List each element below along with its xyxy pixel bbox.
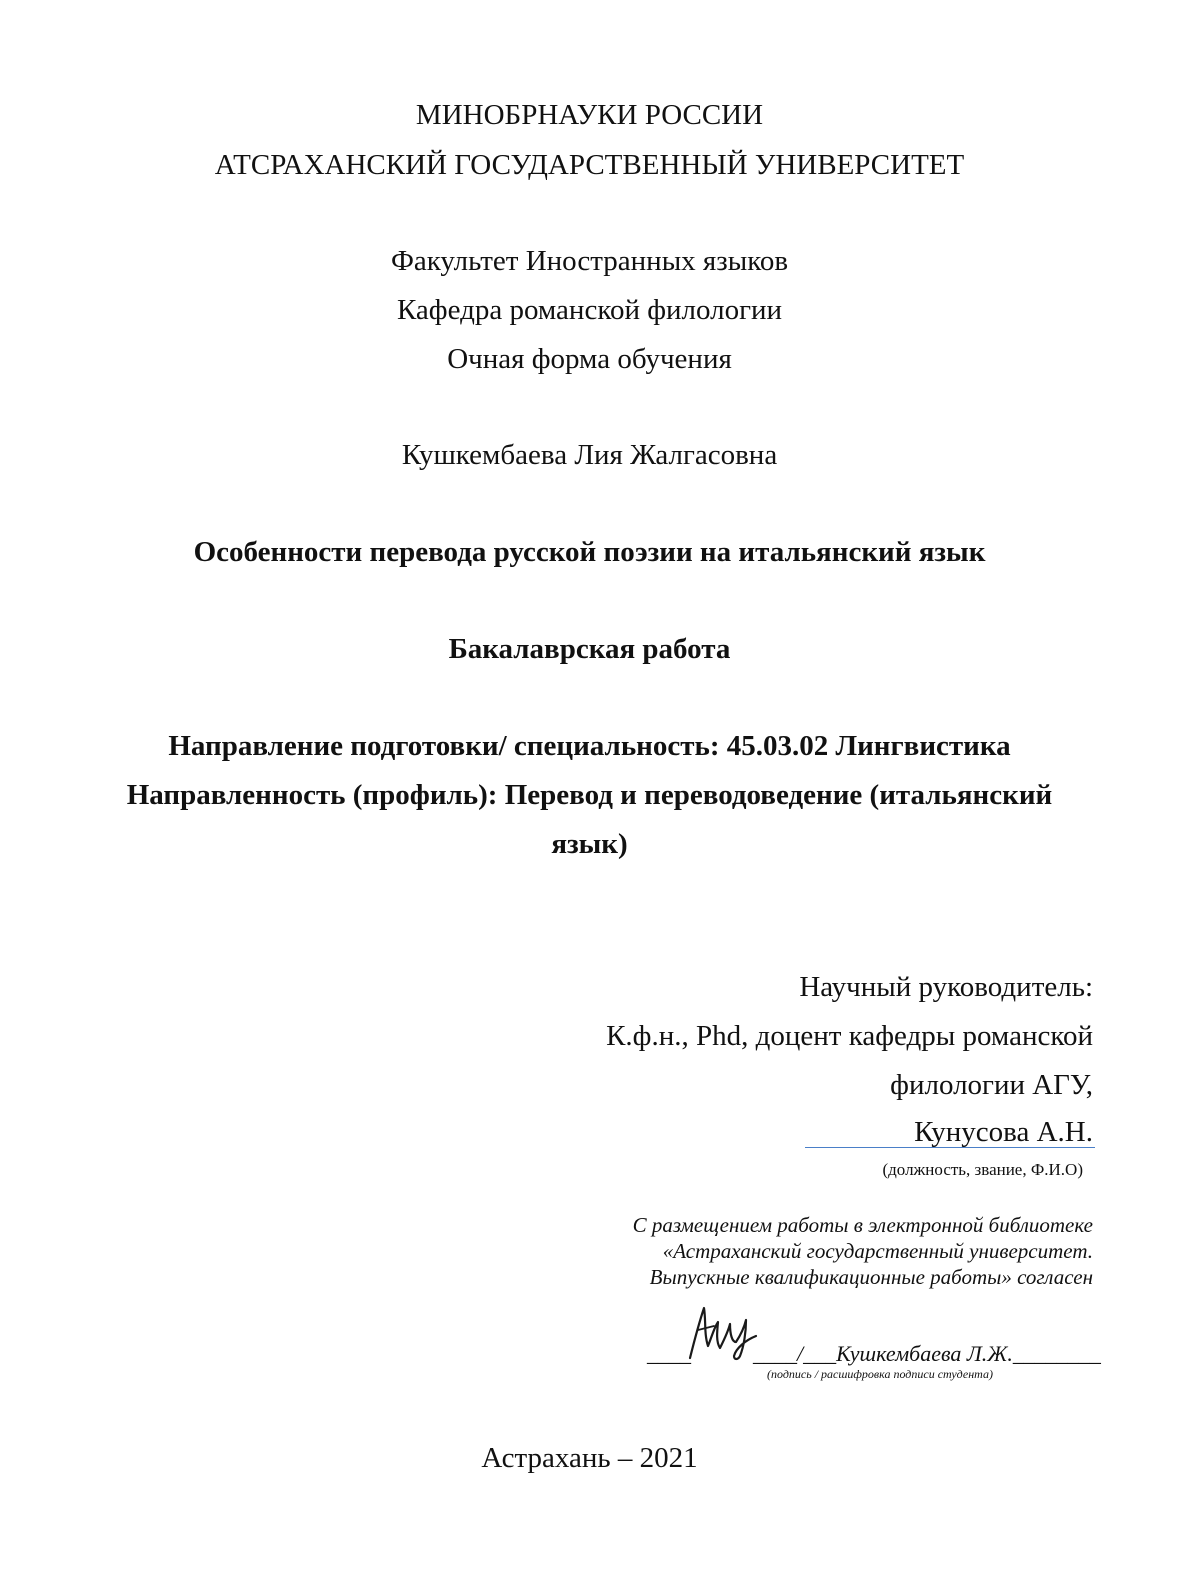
handwritten-signature [684,1302,760,1366]
thesis-title: Особенности перевода русской поэзии на итальянский язык [193,536,986,568]
city-year: Астрахань – 2021 [481,1442,698,1474]
consent-line-2: «Астраханский государственный университет. [662,1239,1093,1263]
consent-line-1: С размещением работы в электронной библиотеке [632,1213,1093,1237]
supervisor-label: Научный руководитель: [799,971,1093,1003]
author-name: Кушкембаева Лия Жалгасовна [401,439,778,471]
specialty-direction: Направление подготовки/ специальность: 45.03.02 Лингвистика [168,730,1011,762]
specialty-profile-line-2: язык) [551,828,628,860]
university-heading: АТСРАХАНСКИЙ ГОСУДАРСТВЕННЫЙ УНИВЕРСИТЕТ [214,149,965,181]
student-signature-line: ____/___Кушкембаева Л.Ж.________ [753,1341,1101,1366]
supervisor-position-line-2: филологии АГУ, [890,1069,1093,1101]
signature-caption: (подпись / расшифровка подписи студента) [767,1367,993,1381]
signature-blank: ____ [647,1341,691,1366]
faculty-name: Факультет Иностранных языков [390,245,789,277]
ministry-heading: МИНОБРНАУКИ РОССИИ [415,99,764,131]
work-type: Бакалаврская работа [448,633,731,665]
chair-name: Кафедра романской филологии [396,294,783,326]
supervisor-position-line-1: К.ф.н., Phd, доцент кафедры романской [606,1020,1093,1052]
supervisor-name-underline [805,1147,1095,1148]
supervisor-caption: (должность, звание, Ф.И.О) [882,1160,1083,1179]
study-form: Очная форма обучения [447,343,732,375]
consent-line-3: Выпускные квалификационные работы» согласен [649,1265,1093,1289]
specialty-profile-line-1: Направленность (профиль): Перевод и переводоведение (итальянский [126,779,1053,811]
supervisor-name: Кунусова А.Н. [914,1116,1093,1148]
